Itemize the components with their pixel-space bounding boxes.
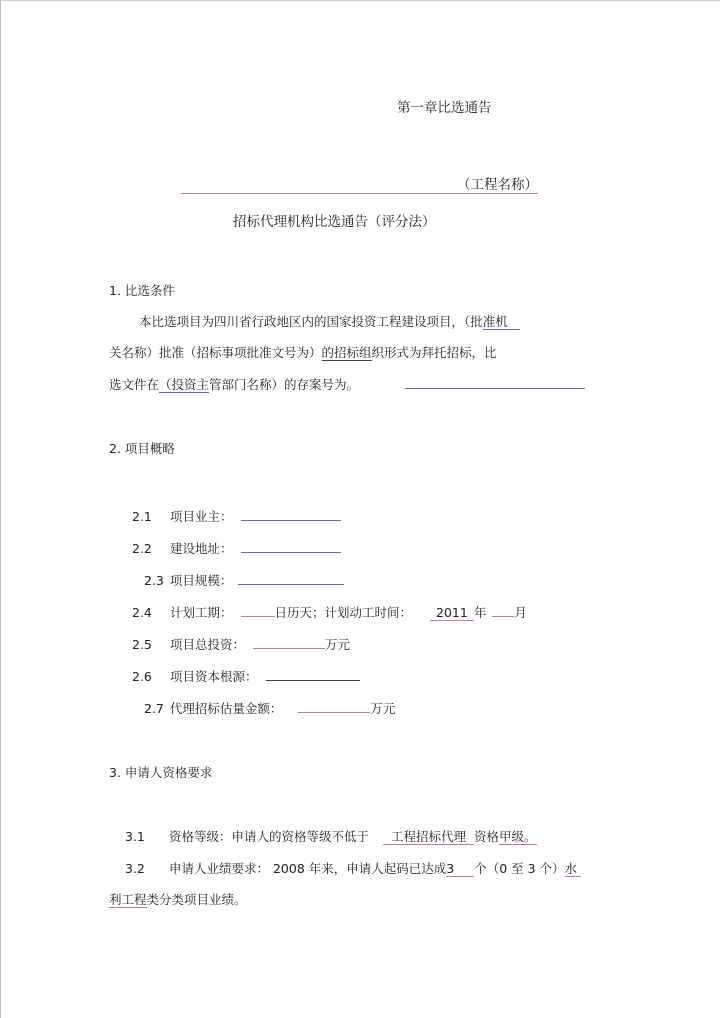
item-2-6: 2.6 项目资本根源： — [132, 668, 360, 685]
item-2-1: 2.1 项目业主： — [132, 508, 341, 525]
item-3-1: 3.1 资格等级：申请人的资格等级不低于 工程招标代理 资格甲级。 — [125, 829, 537, 844]
item-2-3: 2.3 项目规模： — [144, 572, 344, 589]
para-line-3: 选文件在（投资主管部门名称）的存案号为。 — [109, 376, 585, 393]
section-3-heading: 3. 申请人资格要求 — [109, 765, 213, 780]
item-2-7: 2.7 代理招标估量金额： 万元 — [144, 701, 396, 716]
para-line-1: 本比选项目为四川省行政地区内的国家投资工程建设项目，（批准机 — [139, 314, 520, 330]
item-2-2: 2.2 建设地址： — [132, 540, 341, 557]
section-1-heading: 1. 比选条件 — [109, 283, 175, 298]
para-line-2: 关名称）批准（招标事项批准文号为）的招标组织形式为拜托招标，比 — [109, 345, 497, 360]
section-2-heading: 2. 项目概略 — [109, 441, 175, 456]
item-3-2: 3.2 申请人业绩要求： 2008 年来，申请人起码已达成3 个（0 至 3 个）水 — [125, 861, 581, 877]
project-name: （工程名称） — [181, 177, 538, 194]
subtitle: 招标代理机构比选通告（评分法） — [233, 214, 436, 230]
item-2-5: 2.5 项目总投资： 万元 — [132, 637, 351, 652]
item-2-4: 2.4 计划工期： 日历天；计划动工时间： 2011 年 月 — [132, 605, 527, 620]
item-3-2-cont: 利工程类分类项目业绩。 — [109, 892, 247, 907]
chapter-title: 第一章比选通告 — [397, 100, 492, 116]
